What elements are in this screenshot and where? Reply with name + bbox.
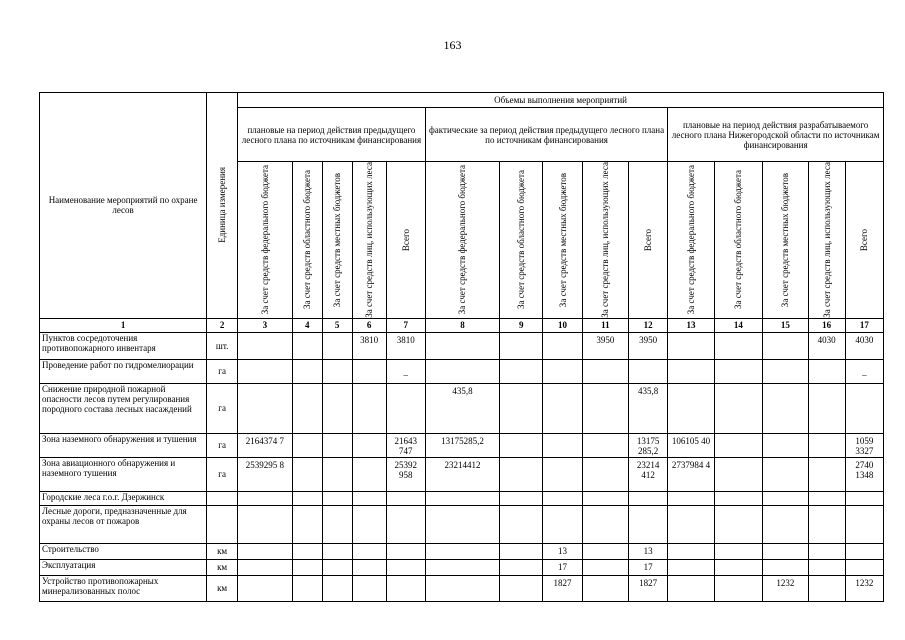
value-cell: [668, 332, 714, 359]
value-cell: [763, 457, 808, 491]
column-number: 8: [425, 318, 499, 332]
section-row: [40, 491, 884, 505]
value-cell: 1232: [845, 575, 883, 601]
value-cell: 17: [543, 559, 582, 575]
value-cell: [352, 543, 386, 559]
empty-cell: [763, 491, 808, 505]
value-cell: [763, 359, 808, 383]
row-unit: га: [207, 433, 238, 457]
value-cell: [425, 359, 499, 383]
value-cell: _: [845, 359, 883, 383]
value-cell: [322, 332, 352, 359]
value-cell: [425, 543, 499, 559]
value-cell: [714, 457, 762, 491]
value-cell: [322, 575, 352, 601]
value-cell: [352, 383, 386, 433]
column-number: 14: [714, 318, 762, 332]
value-cell: 3810: [352, 332, 386, 359]
value-cell: [668, 359, 714, 383]
column-number: 2: [207, 318, 238, 332]
value-cell: [352, 559, 386, 575]
subheader-g3-local: За счет средств местных бюджетов: [763, 162, 808, 319]
value-cell: [763, 433, 808, 457]
row-name: Пунктов сосредоточения противопожарного инвентаря: [40, 332, 207, 359]
value-cell: [322, 457, 352, 491]
table-row: [40, 575, 884, 601]
value-cell: [668, 383, 714, 433]
group-planned-previous-header: плановые на период действия предыдущего лесного плана по источникам финансирования: [238, 108, 426, 162]
value-cell: [500, 575, 543, 601]
value-cell: [714, 383, 762, 433]
value-cell: [425, 505, 499, 543]
unit-column-header: Единица измерения: [207, 93, 238, 319]
value-cell: [845, 559, 883, 575]
value-cell: [582, 457, 628, 491]
value-cell: 13175285,2: [425, 433, 499, 457]
value-cell: 13175 285,2: [629, 433, 668, 457]
subheader-g2-regional: За счет средств областного бюджета: [500, 162, 543, 319]
group-actual-previous-header: фактические за период действия предыдущего лесного плана по источникам финансирования: [425, 108, 667, 162]
value-cell: [543, 359, 582, 383]
table-row: [40, 332, 884, 359]
empty-cell: [292, 491, 322, 505]
column-number: 9: [500, 318, 543, 332]
value-cell: [500, 359, 543, 383]
value-cell: [763, 543, 808, 559]
row-unit: шт.: [207, 332, 238, 359]
empty-cell: [668, 491, 714, 505]
table-row: [40, 383, 884, 433]
row-name: Зона авиационного обнаружения и наземного тушения: [40, 457, 207, 491]
value-cell: [425, 332, 499, 359]
value-cell: [668, 559, 714, 575]
empty-cell: [808, 491, 845, 505]
value-cell: [714, 359, 762, 383]
empty-cell: [207, 491, 238, 505]
value-cell: [352, 457, 386, 491]
row-name: Проведение работ по гидромелиорации: [40, 359, 207, 383]
section-title: Городские леса г.о.г. Дзержинск: [40, 491, 207, 505]
value-cell: [808, 559, 845, 575]
value-cell: 25392 958: [386, 457, 425, 491]
value-cell: 2164374 7: [238, 433, 293, 457]
column-number: 11: [582, 318, 628, 332]
row-unit: [207, 505, 238, 543]
table-row: [40, 543, 884, 559]
column-number: 3: [238, 318, 293, 332]
row-unit: га: [207, 457, 238, 491]
value-cell: [543, 383, 582, 433]
value-cell: [386, 575, 425, 601]
value-cell: [352, 433, 386, 457]
table-row: [40, 433, 884, 457]
value-cell: 2740 1348: [845, 457, 883, 491]
empty-cell: [238, 491, 293, 505]
subheader-g3-users: За счет средств лиц, использующих леса: [808, 162, 845, 319]
column-number: 16: [808, 318, 845, 332]
subheader-g1-users: За счет средств лиц, использующих леса: [352, 162, 386, 319]
table-row: [40, 457, 884, 491]
value-cell: [352, 505, 386, 543]
column-number: 1: [40, 318, 207, 332]
value-cell: [763, 332, 808, 359]
value-cell: [292, 575, 322, 601]
value-cell: [582, 505, 628, 543]
value-cell: [714, 433, 762, 457]
value-cell: [582, 575, 628, 601]
value-cell: [582, 383, 628, 433]
value-cell: [668, 505, 714, 543]
column-number: 17: [845, 318, 883, 332]
value-cell: 4030: [808, 332, 845, 359]
value-cell: [292, 505, 322, 543]
value-cell: [425, 575, 499, 601]
table-row: [40, 359, 884, 383]
value-cell: [714, 559, 762, 575]
subheader-g3-federal: За счет средств федерального бюджета: [668, 162, 714, 319]
column-number: 15: [763, 318, 808, 332]
value-cell: [425, 559, 499, 575]
value-cell: 13: [543, 543, 582, 559]
column-number: 13: [668, 318, 714, 332]
value-cell: [292, 543, 322, 559]
name-column-header: Наименование мероприятий по охране лесов: [40, 93, 207, 319]
row-name: Зона наземного обнаружения и тушения: [40, 433, 207, 457]
row-unit: км: [207, 543, 238, 559]
subheader-g2-federal: За счет средств федерального бюджета: [425, 162, 499, 319]
value-cell: 1827: [629, 575, 668, 601]
value-cell: [543, 332, 582, 359]
value-cell: [714, 505, 762, 543]
value-cell: [629, 505, 668, 543]
value-cell: 13: [629, 543, 668, 559]
subheader-g2-local: За счет средств местных бюджетов: [543, 162, 582, 319]
subheader-g1-local: За счет средств местных бюджетов: [322, 162, 352, 319]
value-cell: [629, 359, 668, 383]
value-cell: 435,8: [425, 383, 499, 433]
subheader-g1-total: Всего: [386, 162, 425, 319]
row-name: Снижение природной пожарной опасности лесов путем регулирования породного состава лесных насаждений: [40, 383, 207, 433]
value-cell: [543, 433, 582, 457]
subheader-g1-federal: За счет средств федерального бюджета: [238, 162, 293, 319]
value-cell: [238, 332, 293, 359]
value-cell: 4030: [845, 332, 883, 359]
value-cell: 3810: [386, 332, 425, 359]
value-cell: [582, 359, 628, 383]
empty-cell: [386, 491, 425, 505]
value-cell: [845, 505, 883, 543]
empty-cell: [425, 491, 499, 505]
value-cell: [763, 383, 808, 433]
value-cell: [582, 559, 628, 575]
value-cell: [500, 505, 543, 543]
value-cell: [668, 575, 714, 601]
value-cell: [322, 559, 352, 575]
value-cell: [543, 505, 582, 543]
value-cell: [808, 433, 845, 457]
value-cell: 17: [629, 559, 668, 575]
group-planned-new-header: плановые на период действия разрабатываемого лесного плана Нижегородской области по источникам финансирования: [668, 108, 884, 162]
value-cell: [386, 559, 425, 575]
subheader-g2-users: За счет средств лиц, использующих леса: [582, 162, 628, 319]
row-unit: га: [207, 359, 238, 383]
value-cell: 1232: [763, 575, 808, 601]
value-cell: [714, 332, 762, 359]
value-cell: [238, 505, 293, 543]
subheader-g3-regional: За счет средств областного бюджета: [714, 162, 762, 319]
value-cell: [322, 359, 352, 383]
value-cell: [386, 383, 425, 433]
subheader-g3-total: Всего: [845, 162, 883, 319]
value-cell: [845, 543, 883, 559]
empty-cell: [714, 491, 762, 505]
value-cell: [322, 543, 352, 559]
value-cell: [845, 383, 883, 433]
column-number: 10: [543, 318, 582, 332]
value-cell: [238, 359, 293, 383]
value-cell: [500, 433, 543, 457]
value-cell: [322, 433, 352, 457]
value-cell: [386, 505, 425, 543]
empty-cell: [352, 491, 386, 505]
value-cell: [582, 433, 628, 457]
value-cell: [292, 359, 322, 383]
row-unit: га: [207, 383, 238, 433]
value-cell: [292, 383, 322, 433]
value-cell: [808, 575, 845, 601]
value-cell: 1059 3327: [845, 433, 883, 457]
value-cell: [292, 457, 322, 491]
value-cell: 2737984 4: [668, 457, 714, 491]
column-number: 5: [322, 318, 352, 332]
value-cell: [808, 543, 845, 559]
row-name: Строительство: [40, 543, 207, 559]
column-number: 7: [386, 318, 425, 332]
volumes-header: Объемы выполнения мероприятий: [238, 93, 884, 108]
subheader-g2-total: Всего: [629, 162, 668, 319]
value-cell: [238, 559, 293, 575]
value-cell: [808, 505, 845, 543]
value-cell: 3950: [629, 332, 668, 359]
value-cell: 106105 40: [668, 433, 714, 457]
column-number: 4: [292, 318, 322, 332]
row-name: Лесные дороги, предназначенные для охраны лесов от пожаров: [40, 505, 207, 543]
value-cell: [386, 543, 425, 559]
value-cell: [500, 543, 543, 559]
value-cell: [500, 332, 543, 359]
value-cell: 3950: [582, 332, 628, 359]
empty-cell: [629, 491, 668, 505]
forest-protection-table: [39, 92, 884, 602]
value-cell: [582, 543, 628, 559]
value-cell: [500, 457, 543, 491]
value-cell: [808, 383, 845, 433]
subheader-g1-regional: За счет средств областного бюджета: [292, 162, 322, 319]
value-cell: 21643 747: [386, 433, 425, 457]
column-number: 12: [629, 318, 668, 332]
value-cell: 23214412: [425, 457, 499, 491]
value-cell: 1827: [543, 575, 582, 601]
value-cell: [543, 457, 582, 491]
row-name: Устройство противопожарных минерализованных полос: [40, 575, 207, 601]
value-cell: [500, 383, 543, 433]
value-cell: [238, 383, 293, 433]
value-cell: [322, 505, 352, 543]
value-cell: 2539295 8: [238, 457, 293, 491]
empty-cell: [543, 491, 582, 505]
value-cell: [714, 543, 762, 559]
empty-cell: [322, 491, 352, 505]
row-name: Эксплуатация: [40, 559, 207, 575]
value-cell: [668, 543, 714, 559]
page-number: 163: [443, 38, 462, 52]
column-number: 6: [352, 318, 386, 332]
value-cell: [292, 559, 322, 575]
value-cell: [808, 359, 845, 383]
table-row: [40, 559, 884, 575]
value-cell: [714, 575, 762, 601]
value-cell: _: [386, 359, 425, 383]
table-row: [40, 505, 884, 543]
value-cell: [352, 575, 386, 601]
value-cell: [352, 359, 386, 383]
value-cell: [808, 457, 845, 491]
value-cell: [763, 559, 808, 575]
value-cell: [292, 433, 322, 457]
value-cell: 23214 412: [629, 457, 668, 491]
row-unit: км: [207, 559, 238, 575]
empty-cell: [845, 491, 883, 505]
value-cell: [238, 543, 293, 559]
value-cell: [322, 383, 352, 433]
value-cell: [763, 505, 808, 543]
value-cell: [500, 559, 543, 575]
value-cell: 435,8: [629, 383, 668, 433]
value-cell: [292, 332, 322, 359]
value-cell: [238, 575, 293, 601]
row-unit: км: [207, 575, 238, 601]
empty-cell: [500, 491, 543, 505]
empty-cell: [582, 491, 628, 505]
